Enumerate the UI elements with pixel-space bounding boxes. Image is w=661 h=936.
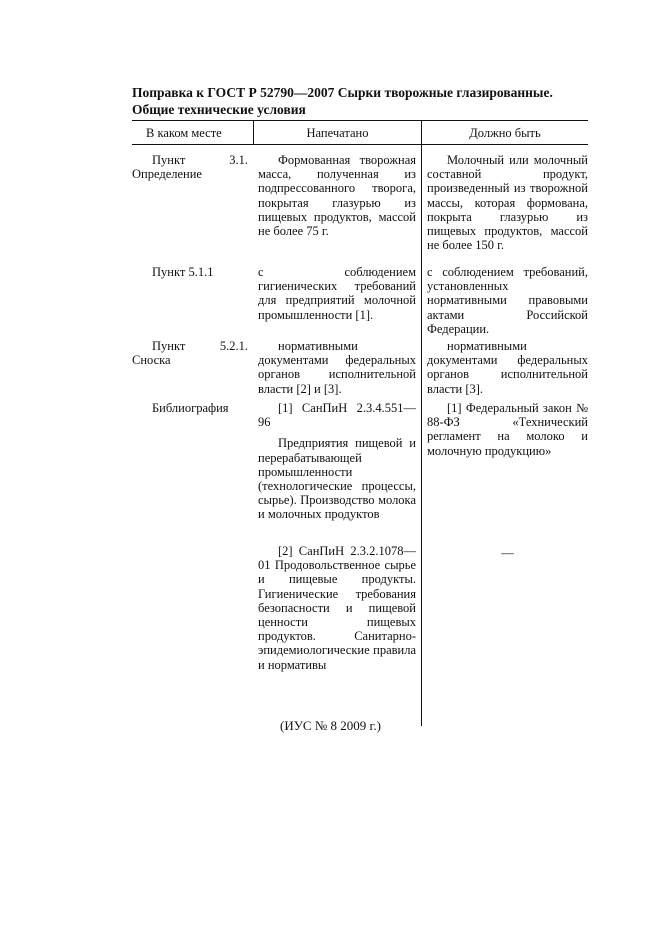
table-row-printed: [1] СанПиН 2.3.4.551—96 Предприятия пищевой и перерабатывающей промышленности (технологические процессы, сырье). Производство молока и молочных продуктов (258, 401, 416, 522)
table-row-place: Пункт 5.2.1. Сноска (132, 339, 248, 368)
table-row-should-be: Молочный или молочный составной продукт, произведенный из творожной массы, которая формована, покрыта глазурью из пищевых продуктов, массой не более 150 г. (427, 153, 588, 253)
table-row-place: Библиография (152, 401, 229, 415)
column-divider-2 (421, 120, 422, 726)
table-row-place: Пункт 3.1. Определение (132, 153, 248, 182)
header-printed: Напечатано (306, 126, 369, 140)
header-place: В каком месте (146, 126, 222, 140)
table-row-printed: нормативными документами федеральных органов исполнительной власти [2] и [3]. (258, 339, 416, 396)
table-row-should-be: [1] Федеральный закон № 88-ФЗ «Технический регламент на молоко и молочную продукцию» (427, 401, 588, 458)
publication-note: (ИУС № 8 2009 г.) (280, 718, 381, 733)
table-row-printed: Формованная творожная масса, полученная из подпрессованного творога, покрытая глазурью из пищевых продуктов, массой не более 75 г. (258, 153, 416, 239)
table-row-place: Пункт 5.1.1 (152, 265, 214, 279)
header-should-be: Должно быть (469, 126, 541, 140)
table-row-should-be: с соблюдением требований, установленных нормативными правовыми актами Российской Федерации. (427, 265, 588, 336)
table-row-printed: [2] СанПиН 2.3.2.1078—01 Продовольственное сырье и пищевые продукты. Гигиенические требования безопасности и пищевой ценности пищевых продуктов. Санитарно-эпидемиологические правила и нормативы (258, 544, 416, 672)
document-title: Поправка к ГОСТ Р 52790—2007 Сырки творожные глазированные. Общие технические условия (132, 85, 553, 117)
table-header-rule (132, 144, 588, 145)
table-row-should-be: нормативными документами федеральных органов исполнительной власти [3]. (427, 339, 588, 396)
table-row-printed: с соблюдением гигиенических требований для предприятий молочной промышленности [1]. (258, 265, 416, 322)
table-row-should-be: — (501, 546, 514, 560)
table-top-rule (132, 120, 588, 121)
